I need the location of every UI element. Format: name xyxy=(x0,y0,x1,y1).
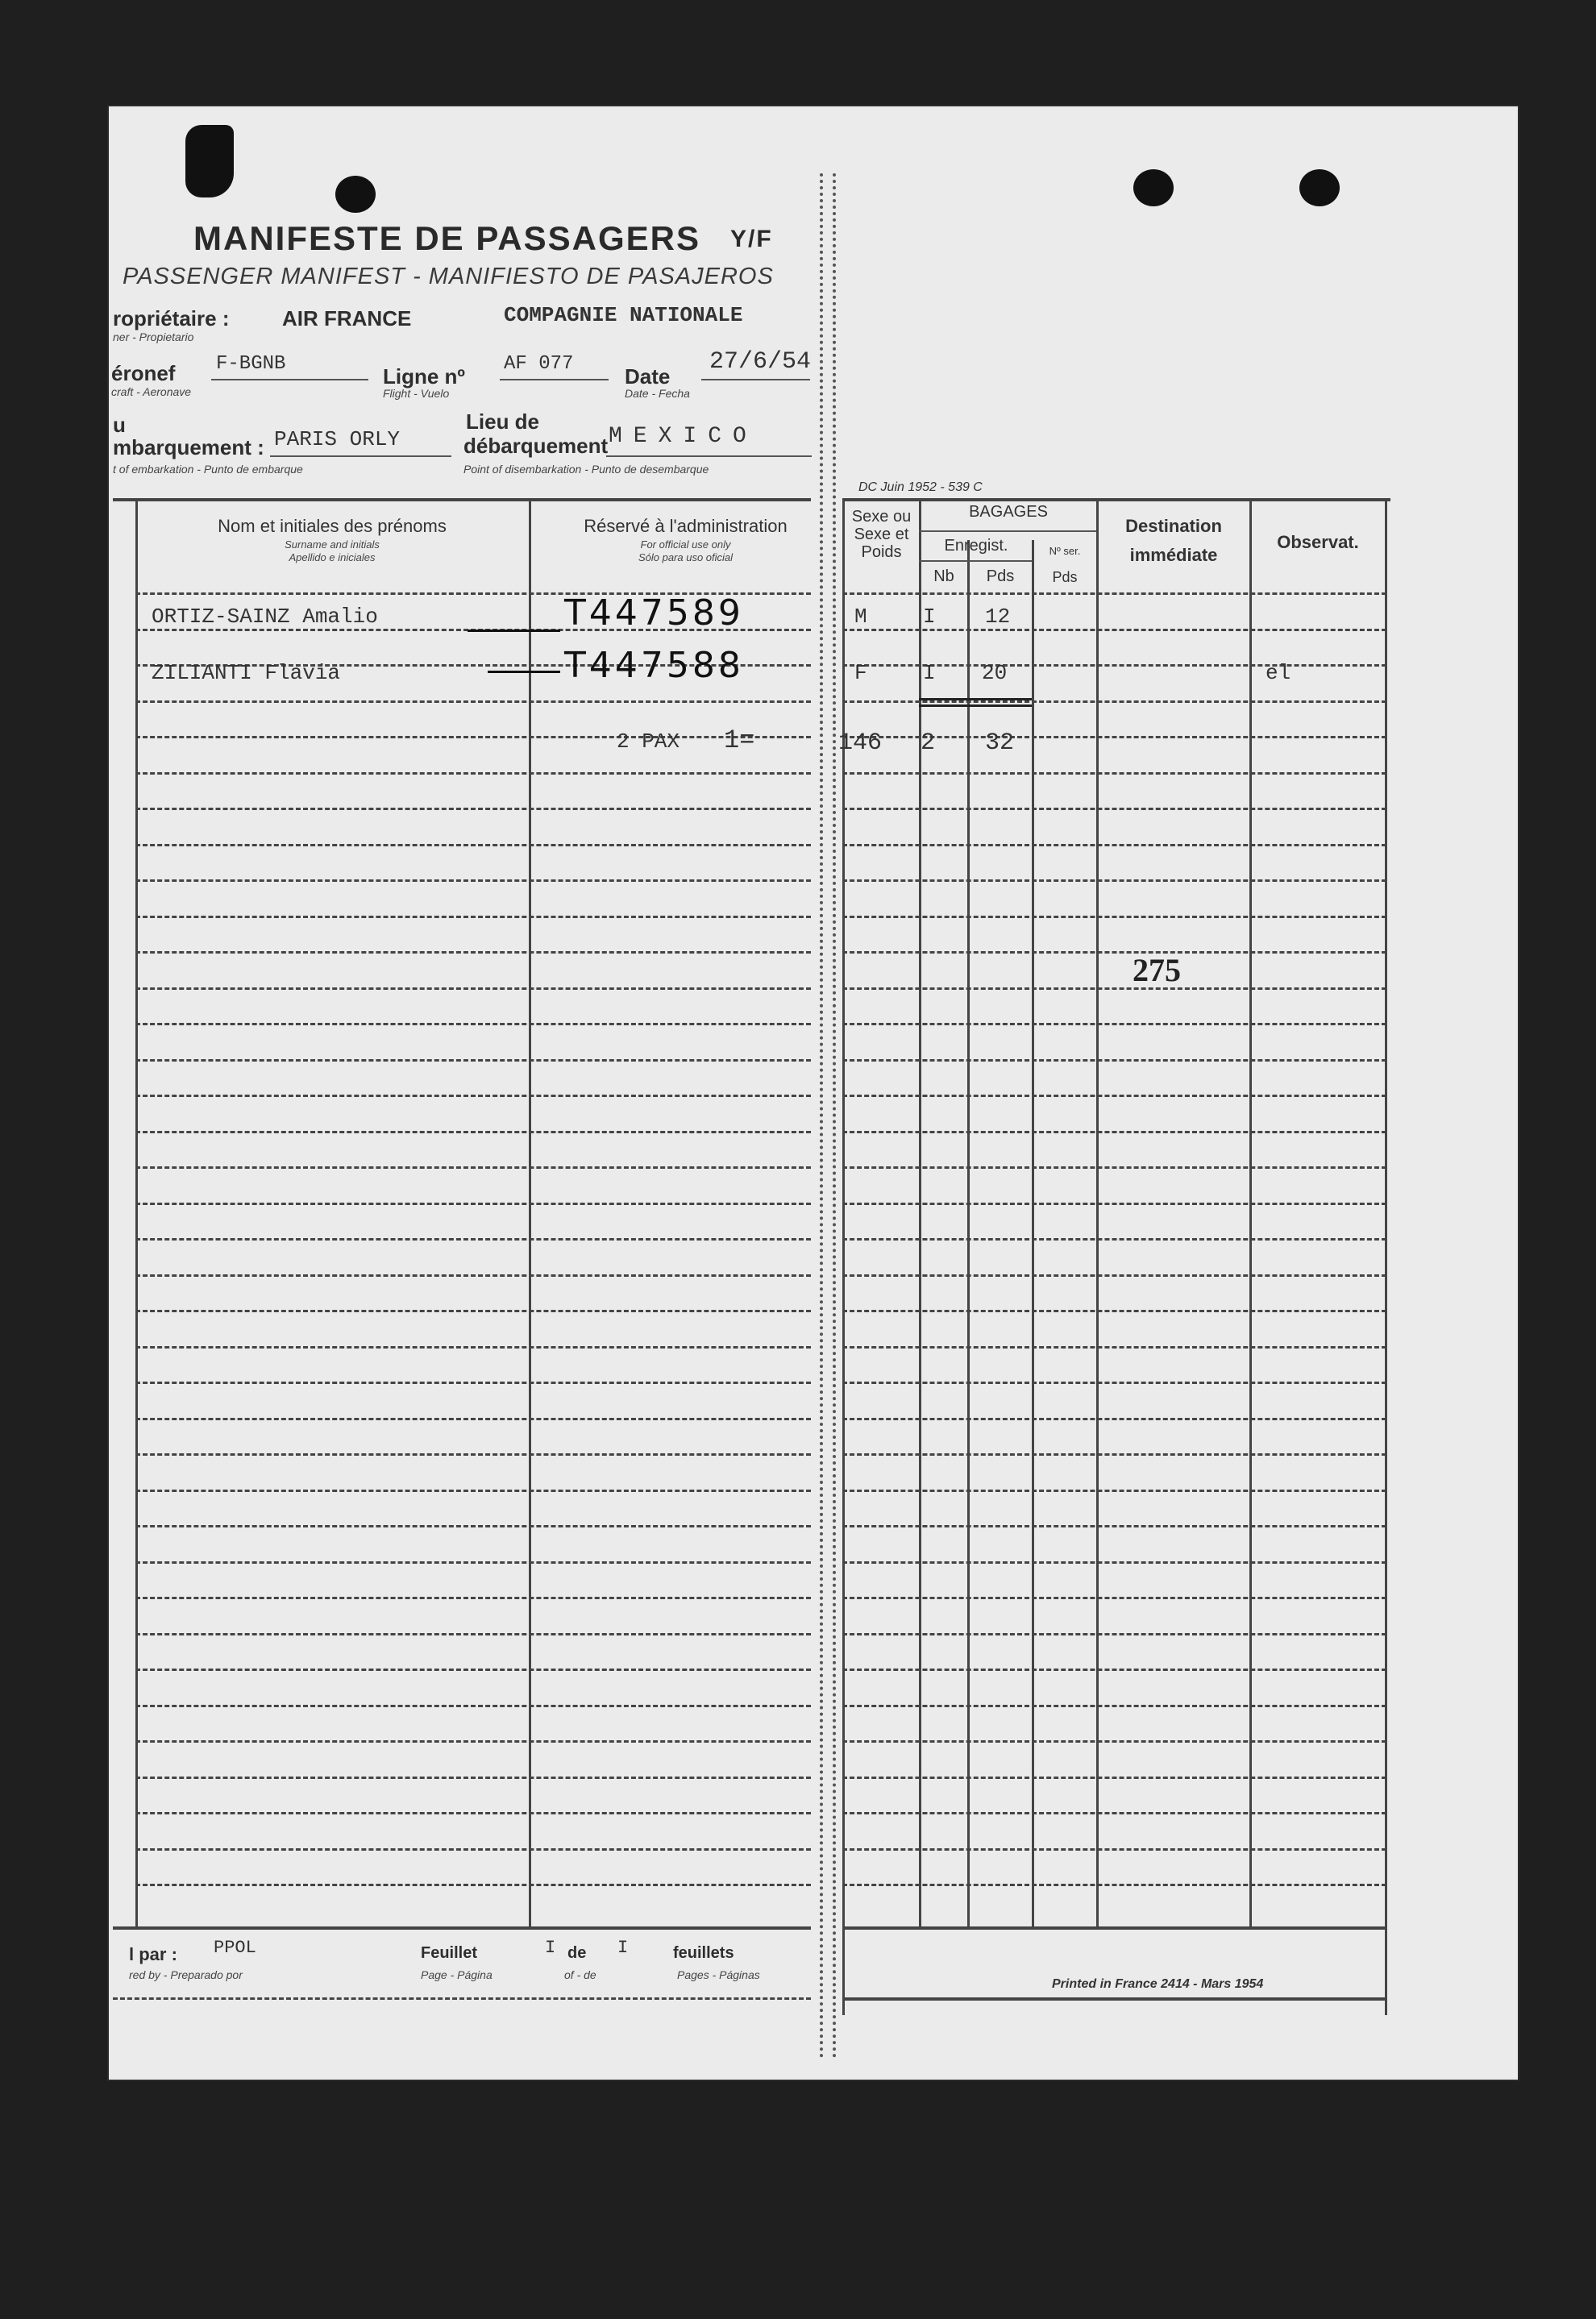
footer-bottom-rule xyxy=(113,1997,811,2000)
fold-line xyxy=(820,173,836,2059)
passenger-ticket: T447589 xyxy=(564,592,744,634)
disembark-label-top: Lieu de xyxy=(466,409,540,434)
row-rule xyxy=(842,1023,1386,1025)
col-header-enregist: Enregist. xyxy=(944,537,1008,555)
total-rule xyxy=(919,698,1032,700)
row-rule xyxy=(842,1346,1386,1349)
row-rule xyxy=(842,772,1386,775)
col-divider xyxy=(1385,500,1387,2015)
company-value: COMPAGNIE NATIONALE xyxy=(504,303,743,327)
row-rule xyxy=(842,1705,1386,1707)
row-rule xyxy=(135,1418,811,1420)
col-header-dest2: immédiate xyxy=(1129,545,1218,565)
disembark-underline xyxy=(606,455,812,457)
row-rule xyxy=(135,1095,811,1097)
embark-underline xyxy=(270,455,451,457)
row-rule xyxy=(842,1669,1386,1671)
col-header-dest: Destination xyxy=(1125,516,1222,536)
row-rule xyxy=(842,916,1386,918)
of-label: de xyxy=(567,1944,587,1962)
of-sublabel: of - de xyxy=(564,1968,596,1981)
row-rule xyxy=(842,700,1386,703)
row-rule xyxy=(135,1238,811,1241)
passenger-ticket: T447588 xyxy=(564,645,744,686)
col-header-name-en: Surname and initials xyxy=(285,538,380,551)
row-rule xyxy=(842,1274,1386,1277)
embark-value: PARIS ORLY xyxy=(274,427,401,451)
manifest-sheet xyxy=(107,105,1519,2081)
date-label: Date xyxy=(625,364,671,389)
passenger-weight: 20 xyxy=(982,661,1008,685)
col-header-name-es: Apellido e iniciales xyxy=(289,551,376,563)
form-code: DC Juin 1952 - 539 C xyxy=(858,480,983,494)
row-rule xyxy=(842,1561,1386,1564)
flight-value: AF 077 xyxy=(504,353,574,375)
total-pax: 2 PAX xyxy=(617,729,680,754)
row-rule xyxy=(842,1490,1386,1492)
date-value: 27/6/54 xyxy=(709,348,812,376)
embark-label: mbarquement : xyxy=(113,435,264,459)
row-rule xyxy=(842,592,1386,595)
row-rule xyxy=(842,1597,1386,1599)
row-rule xyxy=(842,1059,1386,1062)
enregist-underline xyxy=(919,560,1032,562)
row-rule xyxy=(135,879,811,882)
row-rule xyxy=(842,1740,1386,1743)
col-header-obs: Observat. xyxy=(1277,532,1359,552)
date-underline xyxy=(701,379,810,380)
row-rule xyxy=(842,1633,1386,1635)
row-rule xyxy=(135,916,811,918)
row-rule xyxy=(842,1777,1386,1779)
row-rule xyxy=(135,736,811,738)
row-rule xyxy=(135,700,811,703)
row-rule xyxy=(842,1525,1386,1527)
row-rule xyxy=(842,1166,1386,1169)
prepared-label: l par : xyxy=(129,1944,177,1964)
row-rule xyxy=(135,1059,811,1062)
row-rule xyxy=(135,1812,811,1814)
col-header-nb: Nb xyxy=(933,567,954,585)
page-value: I xyxy=(545,1938,556,1958)
col-divider xyxy=(967,540,970,1926)
col-divider xyxy=(842,500,845,2015)
row-rule xyxy=(135,1597,811,1599)
disembark-value: MEXICO xyxy=(609,424,758,449)
footer-bottom-rule xyxy=(842,1997,1386,2001)
col-header-admin: Réservé à l'administration xyxy=(584,516,788,536)
aircraft-value: F-BGNB xyxy=(216,353,286,375)
flight-underline xyxy=(500,379,609,380)
row-rule xyxy=(842,1203,1386,1205)
passenger-bags: I xyxy=(923,661,936,685)
bagages-underline xyxy=(919,530,1096,532)
row-rule xyxy=(135,1848,811,1851)
row-rule xyxy=(135,844,811,846)
passenger-sex: M xyxy=(854,605,867,629)
row-rule xyxy=(842,1238,1386,1241)
handwritten-dash xyxy=(488,671,560,673)
col-header-admin-en: For official use only xyxy=(640,538,731,551)
row-rule xyxy=(842,1131,1386,1133)
total-bags: 2 xyxy=(921,729,936,757)
owner-label: ropriétaire : xyxy=(113,306,230,330)
page-sublabel: Page - Página xyxy=(421,1968,493,1981)
row-rule xyxy=(842,1310,1386,1312)
row-rule xyxy=(135,1310,811,1312)
row-rule xyxy=(135,1740,811,1743)
manifest-title: MANIFESTE DE PASSAGERS xyxy=(193,219,700,257)
row-rule xyxy=(135,1884,811,1886)
col-divider xyxy=(1096,500,1099,1926)
row-rule xyxy=(135,987,811,990)
manifest-subtitle: PASSENGER MANIFEST - MANIFIESTO DE PASAJEROS xyxy=(123,264,774,289)
title-mark: Y/F xyxy=(730,226,773,252)
row-rule xyxy=(842,879,1386,882)
row-rule xyxy=(135,1525,811,1527)
row-rule xyxy=(135,1203,811,1205)
pages-sublabel: Pages - Páginas xyxy=(677,1968,760,1981)
row-rule xyxy=(842,629,1386,631)
row-rule xyxy=(135,1490,811,1492)
flight-label: Ligne nº xyxy=(383,364,465,389)
row-rule xyxy=(135,1346,811,1349)
row-rule xyxy=(135,1131,811,1133)
col-header-pds: Pds xyxy=(986,567,1015,585)
torn-corner xyxy=(185,125,234,197)
prepared-value: PPOL xyxy=(214,1938,256,1958)
owner-value: AIR FRANCE xyxy=(282,306,412,330)
passenger-name: ZILIANTI Flavia xyxy=(152,661,341,685)
row-rule xyxy=(135,1023,811,1025)
total-pages: I xyxy=(617,1938,629,1958)
prepared-sublabel: red by - Preparado por xyxy=(129,1968,243,1981)
date-sublabel: Date - Fecha xyxy=(625,387,690,400)
embark-label-top: u xyxy=(113,413,126,437)
aircraft-sublabel: craft - Aeronave xyxy=(111,385,192,398)
col-divider xyxy=(1249,500,1252,1926)
total-rule xyxy=(919,704,1032,707)
row-rule xyxy=(842,1848,1386,1851)
row-rule xyxy=(135,1705,811,1707)
disembark-label: débarquement xyxy=(463,434,609,458)
aircraft-label: éronef xyxy=(111,361,176,385)
col-divider xyxy=(1032,540,1034,1926)
col-divider xyxy=(135,500,138,1926)
total-pax-mark: 1= xyxy=(724,725,755,755)
row-rule xyxy=(135,1561,811,1564)
col-divider xyxy=(919,500,921,1926)
handwritten-dash xyxy=(468,630,560,632)
col-header-pds2: Pds xyxy=(1052,569,1078,585)
printed-note: Printed in France 2414 - Mars 1954 xyxy=(1052,1977,1264,1991)
flight-sublabel: Flight - Vuelo xyxy=(383,387,450,400)
row-rule xyxy=(135,772,811,775)
col-header-sex: Sexe ou Sexe et Poids xyxy=(851,508,912,561)
disembark-sublabel: Point of disembarkation - Punto de desembarque xyxy=(463,463,709,476)
row-rule xyxy=(842,1382,1386,1384)
passenger-name: ORTIZ-SAINZ Amalio xyxy=(152,605,378,629)
passenger-bags: I xyxy=(923,605,936,629)
col-header-name: Nom et initiales des prénoms xyxy=(218,516,447,536)
row-rule xyxy=(842,1812,1386,1814)
punch-hole xyxy=(335,176,376,213)
punch-hole xyxy=(1299,169,1340,206)
punch-hole xyxy=(1133,169,1174,206)
row-rule xyxy=(135,951,811,954)
page-number: 275 xyxy=(1133,952,1181,988)
owner-sublabel: ner - Propietario xyxy=(113,330,194,343)
row-rule xyxy=(842,1884,1386,1886)
col-divider xyxy=(529,500,531,1926)
row-rule xyxy=(842,1095,1386,1097)
passenger-observation: el xyxy=(1266,661,1291,685)
row-rule xyxy=(842,951,1386,954)
row-rule xyxy=(842,987,1386,990)
table-top-right xyxy=(842,498,1390,501)
total-weight: 146 xyxy=(838,729,883,757)
table-top-left xyxy=(113,498,811,501)
row-rule xyxy=(842,1453,1386,1456)
col-header-bagages: BAGAGES xyxy=(969,503,1048,521)
pages-label: feuillets xyxy=(673,1944,734,1962)
embark-sublabel: t of embarkation - Punto de embarque xyxy=(113,463,303,476)
row-rule xyxy=(135,808,811,810)
row-rule xyxy=(135,1777,811,1779)
total-pds: 32 xyxy=(985,729,1015,757)
col-header-admin-es: Sólo para uso oficial xyxy=(638,551,734,563)
row-rule xyxy=(842,1418,1386,1420)
row-rule xyxy=(135,1166,811,1169)
col-header-nser: Nº ser. xyxy=(1049,545,1081,557)
page-label: Feuillet xyxy=(421,1944,478,1962)
footer-rule xyxy=(113,1926,811,1930)
aircraft-underline xyxy=(211,379,368,380)
row-rule xyxy=(135,1274,811,1277)
row-rule xyxy=(135,1453,811,1456)
passenger-weight: 12 xyxy=(985,605,1011,629)
row-rule xyxy=(842,808,1386,810)
footer-rule xyxy=(842,1926,1386,1930)
row-rule xyxy=(135,1633,811,1635)
passenger-sex: F xyxy=(854,661,867,685)
row-rule xyxy=(135,1669,811,1671)
row-rule xyxy=(842,844,1386,846)
row-rule xyxy=(135,1382,811,1384)
